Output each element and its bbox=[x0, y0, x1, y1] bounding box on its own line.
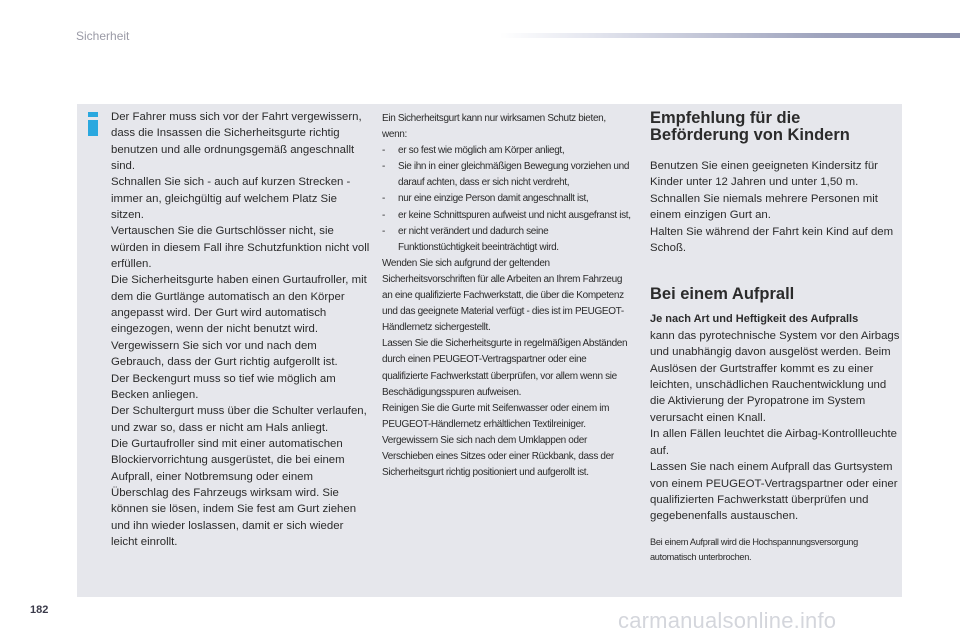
list-item: - er keine Schnittspuren aufweist und nicht ausgefranst ist, bbox=[382, 208, 632, 224]
paragraph: Vergewissern Sie sich nach dem Umklappen oder Verschieben eines Sitzes oder einer Rückbank, dass der Sicherheitsgurt richtig positioniert und aufgerollt ist. bbox=[382, 434, 614, 479]
impact-note: Bei einem Aufprall wird die Hochspannungsversorgung automatisch unterbrochen. bbox=[650, 536, 858, 562]
paragraph: Der Schultergurt muss über die Schulter verlaufen, und zwar so, dass er nicht am Hals anliegt. bbox=[111, 405, 367, 434]
seatbelt-conditions-column bbox=[382, 111, 632, 481]
paragraph: Reinigen Sie die Gurte mit Seifenwasser oder einem im PEUGEOT-Händlernetz erhältlichen Textilreiniger. bbox=[382, 402, 610, 430]
paragraph: Lassen Sie die Sicherheitsgurte in regelmäßigen Abständen durch einen PEUGEOT-Vertragspartner oder eine qualifizierte Fachwerkstatt überprüfen, vor allem wenn sie Beschädigungsspuren aufweisen. bbox=[382, 338, 628, 398]
list-item: - er so fest wie möglich am Körper anliegt, bbox=[382, 143, 632, 159]
paragraph: Der Beckengurt muss so tief wie möglich am Becken anliegen. bbox=[111, 372, 336, 401]
paragraph: kann das pyrotechnische System vor den Airbags und unabhängig davon ausgelöst werden. Beim Auslösen der Gurtstraffer kommt es zu einer leichten, unschädlichen Rauchentwicklung und die Aktivierung der Pyropatrone im System verursacht einen Knall. bbox=[650, 329, 900, 424]
impact-section bbox=[650, 328, 900, 525]
paragraph: Halten Sie während der Fahrt kein Kind auf dem Schoß. bbox=[650, 225, 894, 255]
paragraph: Vergewissern Sie sich vor und nach dem Gebrauch, dass der Gurt richtig aufgerollt ist. bbox=[111, 339, 338, 369]
list-item: - Sie ihn in einer gleichmäßigen Bewegung vorziehen und darauf achten, dass er sich nicht verdreht, bbox=[382, 159, 632, 191]
seatbelt-info-column bbox=[111, 109, 373, 550]
conditions-list bbox=[382, 143, 632, 256]
info-icon bbox=[88, 112, 98, 136]
intro-text: Ein Sicherheitsgurt kann nur wirksamen Schutz bieten, wenn: bbox=[382, 113, 606, 141]
section-title: Sicherheit bbox=[76, 29, 130, 43]
paragraph: Schnallen Sie sich - auch auf kurzen Strecken - immer an, gleichgültig auf welchem Platz Sie sitzen. bbox=[111, 176, 351, 222]
impact-lead: Je nach Art und Heftigkeit des Aufpralls bbox=[650, 313, 859, 326]
paragraph: Benutzen Sie einen geeigneten Kindersitz für Kinder unter 12 Jahren und unter 1,50 m. bbox=[650, 160, 878, 189]
header-gradient-bar bbox=[500, 33, 960, 38]
paragraph: Wenden Sie sich aufgrund der geltenden Sicherheitsvorschriften für alle Arbeiten an Ihrem Fahrzeug an eine qualifizierte Fachwerkstatt, die über die Kompetenz und das geeignete Material verfügt - dies ist im PEUGEOT-Händlernetz sichergestellt. bbox=[382, 257, 624, 334]
page-number: 182 bbox=[30, 604, 49, 616]
children-and-impact-column bbox=[650, 110, 900, 565]
paragraph: Der Fahrer muss sich vor der Fahrt vergewissern, dass die Insassen die Sicherheitsgurte richtig benutzen und alle ordnungsgemäß angeschnallt sind. bbox=[111, 111, 362, 173]
children-section bbox=[650, 158, 900, 256]
paragraph: Die Gurtaufroller sind mit einer automatischen Blockiervorrichtung ausgerüstet, die bei einem Aufprall, einer Notbremsung oder einem Überschlag des Fahrzeugs wirksam wird. Sie können sie lösen, indem Sie fest am Gurt ziehen und ihn wieder loslassen, damit er sich wieder leicht einrollt. bbox=[111, 437, 357, 548]
paragraph: Schnallen Sie niemals mehrere Personen mit einem einzigen Gurt an. bbox=[650, 192, 878, 222]
paragraph: Lassen Sie nach einem Aufprall das Gurtsystem von einem PEUGEOT-Vertragspartner oder einer qualifizierten Fachwerkstatt überprüfen und gegebenenfalls austauschen. bbox=[650, 461, 898, 523]
paragraph: Die Sicherheitsgurte haben einen Gurtaufroller, mit dem die Gurtlänge automatisch an den Körper angepasst wird. Der Gurt wird automatisch eingezogen, wenn der nicht benutzt wird. bbox=[111, 274, 367, 336]
paragraph: Vertauschen Sie die Gurtschlösser nicht, sie würden in diesem Fall ihre Schutzfunktion nicht voll erfüllen. bbox=[111, 225, 370, 271]
watermark: carmanualsonline.info bbox=[618, 608, 837, 633]
heading-impact: Bei einem Aufprall bbox=[650, 285, 795, 304]
list-item: - nur eine einzige Person damit angeschnallt ist, bbox=[382, 191, 632, 207]
paragraph: In allen Fällen leuchtet die Airbag-Kontrollleuchte auf. bbox=[650, 428, 897, 457]
list-item: - er nicht verändert und dadurch seine Funktionstüchtigkeit beeinträchtigt wird. bbox=[382, 224, 632, 256]
heading-children: Empfehlung für die Beförderung von Kindern bbox=[650, 109, 850, 144]
